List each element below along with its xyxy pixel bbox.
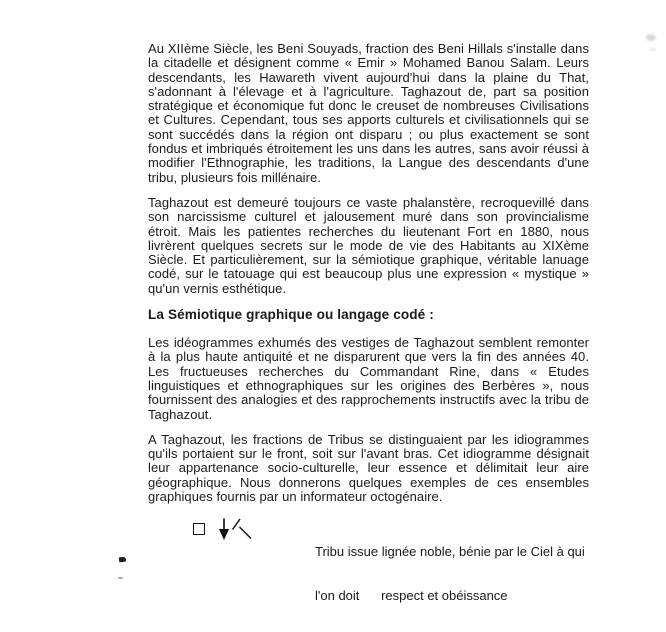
scan-artifact-gray-dash	[118, 577, 123, 579]
section-heading-semiotique: La Sémiotique graphique ou langage codé :	[148, 307, 434, 323]
figure-caption	[315, 516, 585, 632]
scan-artifact-ink-speck	[119, 557, 126, 563]
ideogram-figure	[148, 516, 589, 632]
scan-artifact-smudge-light	[649, 48, 656, 51]
paragraph-history-2: Taghazout est demeuré toujours ce vaste phalanstère, recroquevillé dans son narcissisme culturel et jalousement muré dans son provincialisme étroit. Mais les patientes recherches du lieutenant Fort en 1880, nous livrèrent quelques secrets sur le mode de vie des Habitants au XIXème Siècle. Et particulièrement, sur la sémiotique graphique, véritable lanuage codé, sur le tatouage qui est beaucoup plus une expression « mystique » qu'un vernis esthétique.	[148, 194, 589, 296]
figure-caption-line-2: l'on doit respect et obéissance	[315, 587, 508, 603]
square-outline-icon	[193, 523, 205, 535]
paragraph-ideogrammes: Les idéogrammes exhumés des vestiges de Taghazout semblent remonter à la plus haute antiquité et ne disparurent que vers la fin des années 40. Les fructueuses recherches du Commandant Rine, dans « Etudes linguistiques et ethnographiques sur les origines des Berbères », nous fournissent des analogies et des rapprochements instructifs avec la tribu de Taghazout.	[148, 335, 589, 422]
angled-slashes-icon	[231, 517, 255, 546]
paragraph-tribus: A Taghazout, les fractions de Tribus se distinguaient par les idiogrammes qu'ils portaient sur le front, soit sur l'avant bras. Cet idiogramme désignait leur appartenance socio-culturelle, leur essence et délimitait leur aire géographique. Nous donnerons quelques exemples de ces ensembles graphiques fournis par un informateur octogénaire.	[148, 431, 589, 505]
scan-artifact-smudge	[646, 34, 656, 41]
ideogram-symbols	[193, 516, 255, 550]
document-text-column	[148, 42, 589, 632]
paragraph-history-1: Au XIIème Siècle, les Beni Souyads, fraction des Beni Hillals s'installe dans la citadelle et désignent comme « Emir » Mohamed Banou Salam. Leurs descendants, les Hawareth vivent aujourd'hui dans la plaine du That, s'adonnant à l'élevage et à l'agriculture. Taghazout de, part sa position stratégique et économique fut donc le creuset de nombreuses Civilisations et Cultures. Cependant, tous ses apports culturels et civilisationnels qui se sont succédés dans la région ont disparu ; ou plus exactement se sont fondus et imbriqués étroitement les uns dans les autres, sans avoir réussi à modifier l'Ethnographie, les traditions, la Langue des descendants d'une tribu, plusieurs fois millénaire.	[148, 41, 589, 185]
down-arrow-icon	[216, 518, 232, 546]
figure-caption-line-1: Tribu issue lignée noble, bénie par le Ciel à qui	[315, 544, 585, 560]
